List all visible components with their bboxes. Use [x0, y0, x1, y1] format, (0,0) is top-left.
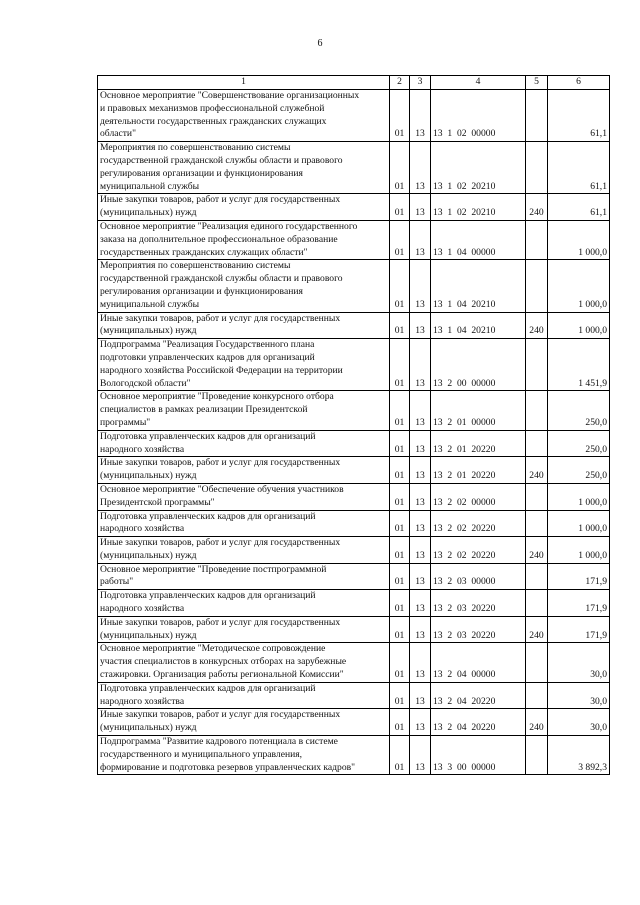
section-code: 01 — [390, 457, 410, 484]
column-header: 1 — [98, 76, 390, 90]
subsection-code: 13 — [410, 312, 431, 339]
table-row — [98, 220, 610, 259]
expense-type-code — [526, 483, 548, 510]
expense-type-code — [526, 142, 548, 194]
amount: 1 000,0 — [548, 260, 610, 312]
amount: 30,0 — [548, 643, 610, 682]
expense-type-code — [526, 682, 548, 709]
row-name: Основное мероприятие "Проведение постпрограммной работы" — [98, 563, 390, 590]
subsection-code: 13 — [410, 430, 431, 457]
section-code: 01 — [390, 563, 410, 590]
subsection-code: 13 — [410, 260, 431, 312]
target-article-code: 13 2 04 20220 — [431, 709, 526, 736]
table-row — [98, 537, 610, 564]
subsection-code: 13 — [410, 391, 431, 430]
table-row — [98, 616, 610, 643]
amount: 61,1 — [548, 194, 610, 221]
target-article-code: 13 2 02 00000 — [431, 483, 526, 510]
amount: 61,1 — [548, 90, 610, 142]
row-name: Мероприятия по совершенствованию системы государственной гражданской службы области и правового регулирования организации и функционирования муниципальной службы — [98, 142, 390, 194]
section-code: 01 — [390, 590, 410, 617]
subsection-code: 13 — [410, 457, 431, 484]
row-name: Иные закупки товаров, работ и услуг для государственных (муниципальных) нужд — [98, 312, 390, 339]
expense-type-code — [526, 391, 548, 430]
row-name: Основное мероприятие "Методическое сопровождение участия специалистов в конкурсных отборах на зарубежные стажировки. Организация работы региональной Комиссии" — [98, 643, 390, 682]
expense-type-code — [526, 90, 548, 142]
row-name: Подготовка управленческих кадров для организаций народного хозяйства — [98, 590, 390, 617]
section-code: 01 — [390, 260, 410, 312]
section-code: 01 — [390, 510, 410, 537]
expense-type-code — [526, 260, 548, 312]
row-name: Подготовка управленческих кадров для организаций народного хозяйства — [98, 682, 390, 709]
amount: 30,0 — [548, 709, 610, 736]
page-number: 6 — [317, 38, 323, 49]
budget-table — [97, 75, 610, 775]
target-article-code: 13 2 03 20220 — [431, 590, 526, 617]
section-code: 01 — [390, 709, 410, 736]
expense-type-code — [526, 736, 548, 775]
column-header: 3 — [410, 76, 431, 90]
row-name: Основное мероприятие "Проведение конкурсного отбора специалистов в рамках реализации Президентской программы" — [98, 391, 390, 430]
table-row — [98, 643, 610, 682]
target-article-code: 13 3 00 00000 — [431, 736, 526, 775]
amount: 30,0 — [548, 682, 610, 709]
target-article-code: 13 2 03 20220 — [431, 616, 526, 643]
expense-type-code — [526, 590, 548, 617]
section-code: 01 — [390, 194, 410, 221]
subsection-code: 13 — [410, 616, 431, 643]
table-header-row — [98, 76, 610, 90]
table-row — [98, 457, 610, 484]
section-code: 01 — [390, 90, 410, 142]
section-code: 01 — [390, 537, 410, 564]
expense-type-code — [526, 220, 548, 259]
table-row — [98, 590, 610, 617]
amount: 1 000,0 — [548, 220, 610, 259]
row-name: Основное мероприятие "Реализация единого государственного заказа на дополнительное профессиональное образование государственных гражданских служащих области" — [98, 220, 390, 259]
amount: 171,9 — [548, 590, 610, 617]
column-header: 4 — [431, 76, 526, 90]
target-article-code: 13 1 02 00000 — [431, 90, 526, 142]
section-code: 01 — [390, 142, 410, 194]
table-row — [98, 736, 610, 775]
table-row — [98, 90, 610, 142]
subsection-code: 13 — [410, 339, 431, 391]
amount: 250,0 — [548, 457, 610, 484]
table-row — [98, 510, 610, 537]
amount: 250,0 — [548, 391, 610, 430]
amount: 250,0 — [548, 430, 610, 457]
row-name: Мероприятия по совершенствованию системы государственной гражданской службы области и правового регулирования организации и функционирования муниципальной службы — [98, 260, 390, 312]
target-article-code: 13 2 03 00000 — [431, 563, 526, 590]
subsection-code: 13 — [410, 682, 431, 709]
row-name: Иные закупки товаров, работ и услуг для государственных (муниципальных) нужд — [98, 709, 390, 736]
expense-type-code: 240 — [526, 709, 548, 736]
target-article-code: 13 2 04 00000 — [431, 643, 526, 682]
target-article-code: 13 1 04 20210 — [431, 260, 526, 312]
amount: 171,9 — [548, 616, 610, 643]
subsection-code: 13 — [410, 90, 431, 142]
target-article-code: 13 2 02 20220 — [431, 510, 526, 537]
subsection-code: 13 — [410, 736, 431, 775]
subsection-code: 13 — [410, 563, 431, 590]
section-code: 01 — [390, 220, 410, 259]
amount: 1 000,0 — [548, 537, 610, 564]
table-row — [98, 563, 610, 590]
expense-type-code: 240 — [526, 312, 548, 339]
subsection-code: 13 — [410, 220, 431, 259]
subsection-code: 13 — [410, 590, 431, 617]
amount: 171,9 — [548, 563, 610, 590]
subsection-code: 13 — [410, 537, 431, 564]
table-row — [98, 194, 610, 221]
expense-type-code — [526, 563, 548, 590]
table-row — [98, 682, 610, 709]
expense-type-code — [526, 339, 548, 391]
expense-type-code: 240 — [526, 537, 548, 564]
column-header: 5 — [526, 76, 548, 90]
subsection-code: 13 — [410, 483, 431, 510]
target-article-code: 13 1 02 20210 — [431, 142, 526, 194]
table-row — [98, 709, 610, 736]
target-article-code: 13 2 01 00000 — [431, 391, 526, 430]
amount: 1 000,0 — [548, 483, 610, 510]
column-header: 6 — [548, 76, 610, 90]
row-name: Подпрограмма "Развитие кадрового потенциала в системе государственного и муниципального управления, формирование и подготовка резервов управленческих кадров" — [98, 736, 390, 775]
section-code: 01 — [390, 682, 410, 709]
subsection-code: 13 — [410, 643, 431, 682]
target-article-code: 13 2 01 20220 — [431, 457, 526, 484]
amount: 3 892,3 — [548, 736, 610, 775]
target-article-code: 13 2 04 20220 — [431, 682, 526, 709]
subsection-code: 13 — [410, 709, 431, 736]
row-name: Основное мероприятие "Совершенствование организационных и правовых механизмов профессиональной служебной деятельности государственных гражданских служащих области" — [98, 90, 390, 142]
target-article-code: 13 1 04 20210 — [431, 312, 526, 339]
row-name: Подпрограмма "Реализация Государственного плана подготовки управленческих кадров для организаций народного хозяйства Российской Федерации на территории Вологодской области" — [98, 339, 390, 391]
table-row — [98, 260, 610, 312]
expense-type-code — [526, 643, 548, 682]
row-name: Иные закупки товаров, работ и услуг для государственных (муниципальных) нужд — [98, 537, 390, 564]
amount: 1 000,0 — [548, 510, 610, 537]
table-row — [98, 339, 610, 391]
section-code: 01 — [390, 312, 410, 339]
row-name: Иные закупки товаров, работ и услуг для государственных (муниципальных) нужд — [98, 194, 390, 221]
section-code: 01 — [390, 391, 410, 430]
table-row — [98, 483, 610, 510]
section-code: 01 — [390, 616, 410, 643]
section-code: 01 — [390, 736, 410, 775]
expense-type-code — [526, 510, 548, 537]
expense-type-code: 240 — [526, 457, 548, 484]
subsection-code: 13 — [410, 510, 431, 537]
row-name: Основное мероприятие "Обеспечение обучения участников Президентской программы" — [98, 483, 390, 510]
row-name: Иные закупки товаров, работ и услуг для государственных (муниципальных) нужд — [98, 616, 390, 643]
expense-type-code: 240 — [526, 194, 548, 221]
amount: 61,1 — [548, 142, 610, 194]
table-row — [98, 430, 610, 457]
target-article-code: 13 2 00 00000 — [431, 339, 526, 391]
column-header: 2 — [390, 76, 410, 90]
section-code: 01 — [390, 339, 410, 391]
amount: 1 000,0 — [548, 312, 610, 339]
row-name: Подготовка управленческих кадров для организаций народного хозяйства — [98, 430, 390, 457]
expense-type-code — [526, 430, 548, 457]
amount: 1 451,9 — [548, 339, 610, 391]
table-row — [98, 142, 610, 194]
subsection-code: 13 — [410, 194, 431, 221]
section-code: 01 — [390, 483, 410, 510]
row-name: Подготовка управленческих кадров для организаций народного хозяйства — [98, 510, 390, 537]
row-name: Иные закупки товаров, работ и услуг для государственных (муниципальных) нужд — [98, 457, 390, 484]
target-article-code: 13 2 02 20220 — [431, 537, 526, 564]
subsection-code: 13 — [410, 142, 431, 194]
table-row — [98, 312, 610, 339]
section-code: 01 — [390, 430, 410, 457]
section-code: 01 — [390, 643, 410, 682]
target-article-code: 13 2 01 20220 — [431, 430, 526, 457]
target-article-code: 13 1 04 00000 — [431, 220, 526, 259]
table-row — [98, 391, 610, 430]
expense-type-code: 240 — [526, 616, 548, 643]
target-article-code: 13 1 02 20210 — [431, 194, 526, 221]
